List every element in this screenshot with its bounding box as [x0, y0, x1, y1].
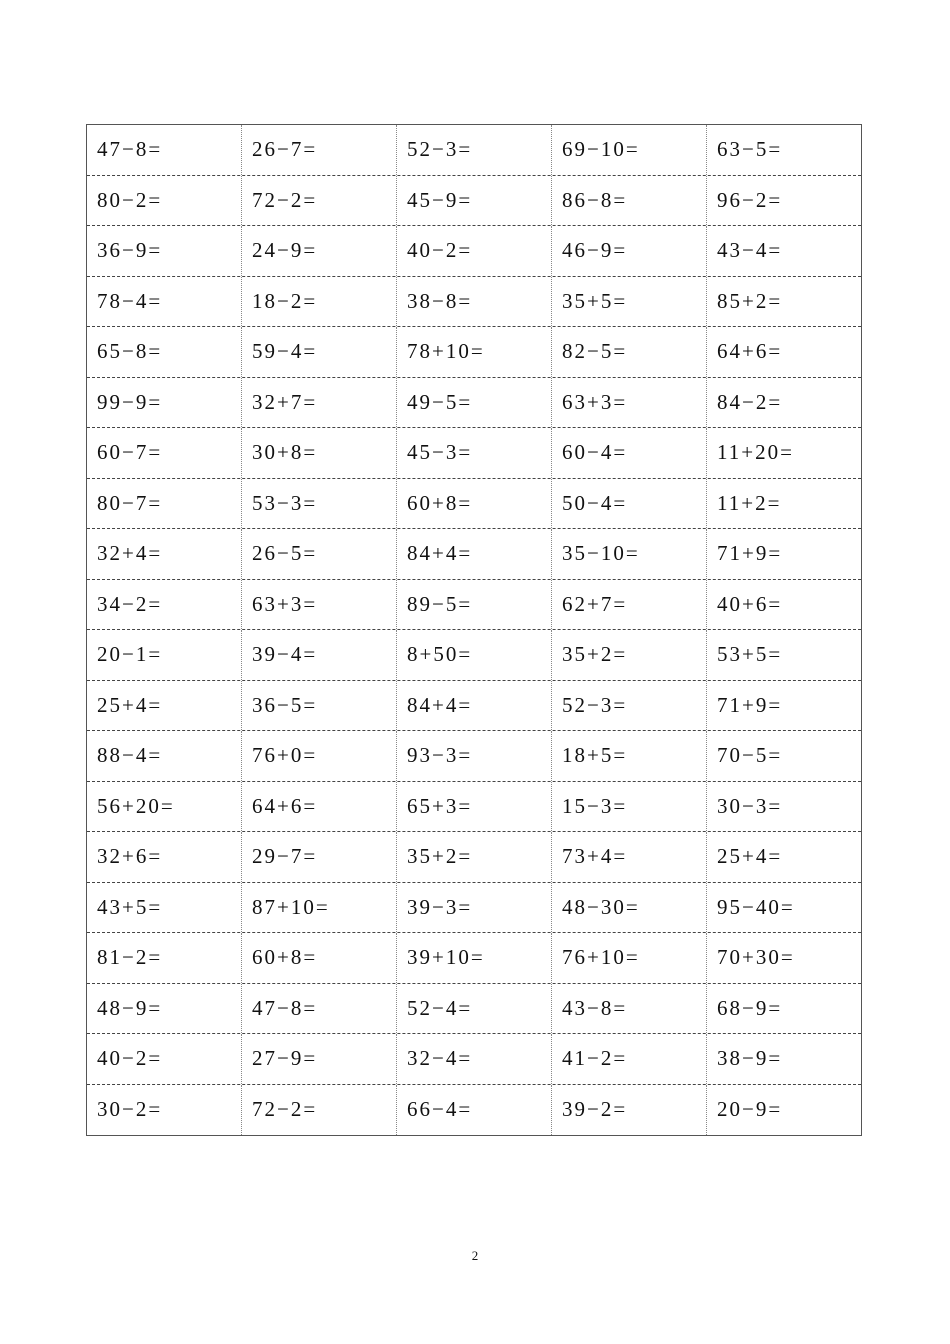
- problem-cell: 76+10=: [552, 933, 707, 983]
- problem-cell: 84+4=: [397, 529, 552, 579]
- problem-cell: 39−2=: [552, 1085, 707, 1136]
- problem-cell: 80−7=: [87, 479, 242, 529]
- problem-cell: 99−9=: [87, 378, 242, 428]
- problem-cell: 35+2=: [552, 630, 707, 680]
- problem-cell: 27−9=: [242, 1034, 397, 1084]
- problem-cell: 43−4=: [717, 238, 783, 263]
- problem-cell: 30−2=: [87, 1085, 242, 1136]
- problem-cell: 59−4=: [242, 327, 397, 377]
- problem-cell: 60−4=: [552, 428, 707, 478]
- table-row: [87, 681, 861, 732]
- problem-cell: 95−40=: [717, 894, 795, 919]
- problem-cell: 43−8=: [552, 984, 707, 1034]
- table-row: [87, 1034, 861, 1085]
- table-row: [87, 933, 861, 984]
- problem-cell: 86−8=: [552, 176, 707, 226]
- problem-cell: 69−10=: [552, 125, 707, 175]
- problem-cell: 15−3=: [552, 782, 707, 832]
- problem-cell: 32+6=: [87, 832, 242, 882]
- table-row: [87, 277, 861, 328]
- problem-cell: 48−9=: [87, 984, 242, 1034]
- problem-cell: 11+2=: [717, 490, 782, 515]
- problem-cell: 71+9=: [717, 692, 783, 717]
- problem-cell: 80−2=: [87, 176, 242, 226]
- problem-cell: 32+4=: [87, 529, 242, 579]
- problem-cell: 93−3=: [397, 731, 552, 781]
- problem-cell: 48−30=: [552, 883, 707, 933]
- problem-cell: 52−3=: [397, 125, 552, 175]
- problem-cell: 62+7=: [552, 580, 707, 630]
- problem-cell: 38−8=: [397, 277, 552, 327]
- problem-cell: 35−10=: [552, 529, 707, 579]
- problem-cell: 63+3=: [242, 580, 397, 630]
- problem-cell: 32+7=: [242, 378, 397, 428]
- problem-cell: 35+5=: [552, 277, 707, 327]
- table-row: [87, 580, 861, 631]
- problem-cell: 70−5=: [717, 743, 783, 768]
- problem-cell: 78+10=: [397, 327, 552, 377]
- table-row: [87, 883, 861, 934]
- problem-cell: 34−2=: [87, 580, 242, 630]
- problem-cell: 70+30=: [717, 945, 795, 970]
- table-row: [87, 226, 861, 277]
- problem-cell: 72−2=: [242, 1085, 397, 1136]
- problem-cell: 84+4=: [397, 681, 552, 731]
- problem-cell: 63−5=: [717, 137, 783, 162]
- problem-cell: 18+5=: [552, 731, 707, 781]
- problem-cell: 60+8=: [397, 479, 552, 529]
- problem-cell: 49−5=: [397, 378, 552, 428]
- problem-cell: 82−5=: [552, 327, 707, 377]
- problem-cell: 60+8=: [242, 933, 397, 983]
- problem-cell: 36−9=: [87, 226, 242, 276]
- table-row: [87, 529, 861, 580]
- problem-cell: 52−4=: [397, 984, 552, 1034]
- table-row: [87, 630, 861, 681]
- problem-cell: 24−9=: [242, 226, 397, 276]
- problem-cell: 63+3=: [552, 378, 707, 428]
- problem-cell: 26−5=: [242, 529, 397, 579]
- problem-cell: 20−9=: [717, 1097, 783, 1122]
- problem-cell: 64+6=: [242, 782, 397, 832]
- table-row: [87, 731, 861, 782]
- problem-cell: 25+4=: [87, 681, 242, 731]
- problem-cell: 47−8=: [242, 984, 397, 1034]
- problem-cell: 85+2=: [717, 288, 783, 313]
- problem-cell: 65+3=: [397, 782, 552, 832]
- problem-cell: 45−9=: [397, 176, 552, 226]
- problem-cell: 40+6=: [717, 591, 783, 616]
- problem-cell: 20−1=: [87, 630, 242, 680]
- problem-cell: 40−2=: [87, 1034, 242, 1084]
- problem-cell: 8+50=: [397, 630, 552, 680]
- problem-cell: 32−4=: [397, 1034, 552, 1084]
- problem-cell: 88−4=: [87, 731, 242, 781]
- problem-cell: 78−4=: [87, 277, 242, 327]
- problem-cell: 60−7=: [87, 428, 242, 478]
- page-number: 2: [471, 1248, 479, 1263]
- problem-cell: 26−7=: [242, 125, 397, 175]
- problem-cell: 25+4=: [717, 844, 783, 869]
- problem-cell: 39−4=: [242, 630, 397, 680]
- table-row: [87, 832, 861, 883]
- problem-cell: 40−2=: [397, 226, 552, 276]
- problem-cell: 68−9=: [717, 995, 783, 1020]
- problem-cell: 65−8=: [87, 327, 242, 377]
- problem-cell: 35+2=: [397, 832, 552, 882]
- table-row: [87, 782, 861, 833]
- problem-cell: 84−2=: [717, 389, 783, 414]
- problem-cell: 72−2=: [242, 176, 397, 226]
- problem-cell: 89−5=: [397, 580, 552, 630]
- problem-cell: 53−3=: [242, 479, 397, 529]
- problem-cell: 39+10=: [397, 933, 552, 983]
- table-row: [87, 1085, 861, 1136]
- table-row: [87, 479, 861, 530]
- problem-cell: 43+5=: [87, 883, 242, 933]
- problem-cell: 66−4=: [397, 1085, 552, 1136]
- problem-cell: 64+6=: [717, 339, 783, 364]
- problem-cell: 45−3=: [397, 428, 552, 478]
- table-row: [87, 327, 861, 378]
- problem-cell: 11+20=: [717, 440, 794, 465]
- problem-cell: 50−4=: [552, 479, 707, 529]
- problem-cell: 71+9=: [717, 541, 783, 566]
- problem-cell: 36−5=: [242, 681, 397, 731]
- table-row: [87, 378, 861, 429]
- problem-cell: 41−2=: [552, 1034, 707, 1084]
- table-row: [87, 984, 861, 1035]
- table-row: [87, 176, 861, 227]
- problem-cell: 29−7=: [242, 832, 397, 882]
- problem-cell: 56+20=: [87, 782, 242, 832]
- problem-cell: 18−2=: [242, 277, 397, 327]
- problem-cell: 81−2=: [87, 933, 242, 983]
- table-row: [87, 428, 861, 479]
- problem-cell: 47−8=: [87, 125, 242, 175]
- problem-cell: 38−9=: [717, 1046, 783, 1071]
- problem-cell: 96−2=: [717, 187, 783, 212]
- worksheet-table: [86, 124, 862, 1136]
- problem-cell: 73+4=: [552, 832, 707, 882]
- problem-cell: 39−3=: [397, 883, 552, 933]
- problem-cell: 76+0=: [242, 731, 397, 781]
- problem-cell: 87+10=: [242, 883, 397, 933]
- problem-cell: 53+5=: [717, 642, 783, 667]
- problem-cell: 30+8=: [242, 428, 397, 478]
- problem-cell: 46−9=: [552, 226, 707, 276]
- table-row: [87, 125, 861, 176]
- problem-cell: 52−3=: [552, 681, 707, 731]
- problem-cell: 30−3=: [717, 793, 783, 818]
